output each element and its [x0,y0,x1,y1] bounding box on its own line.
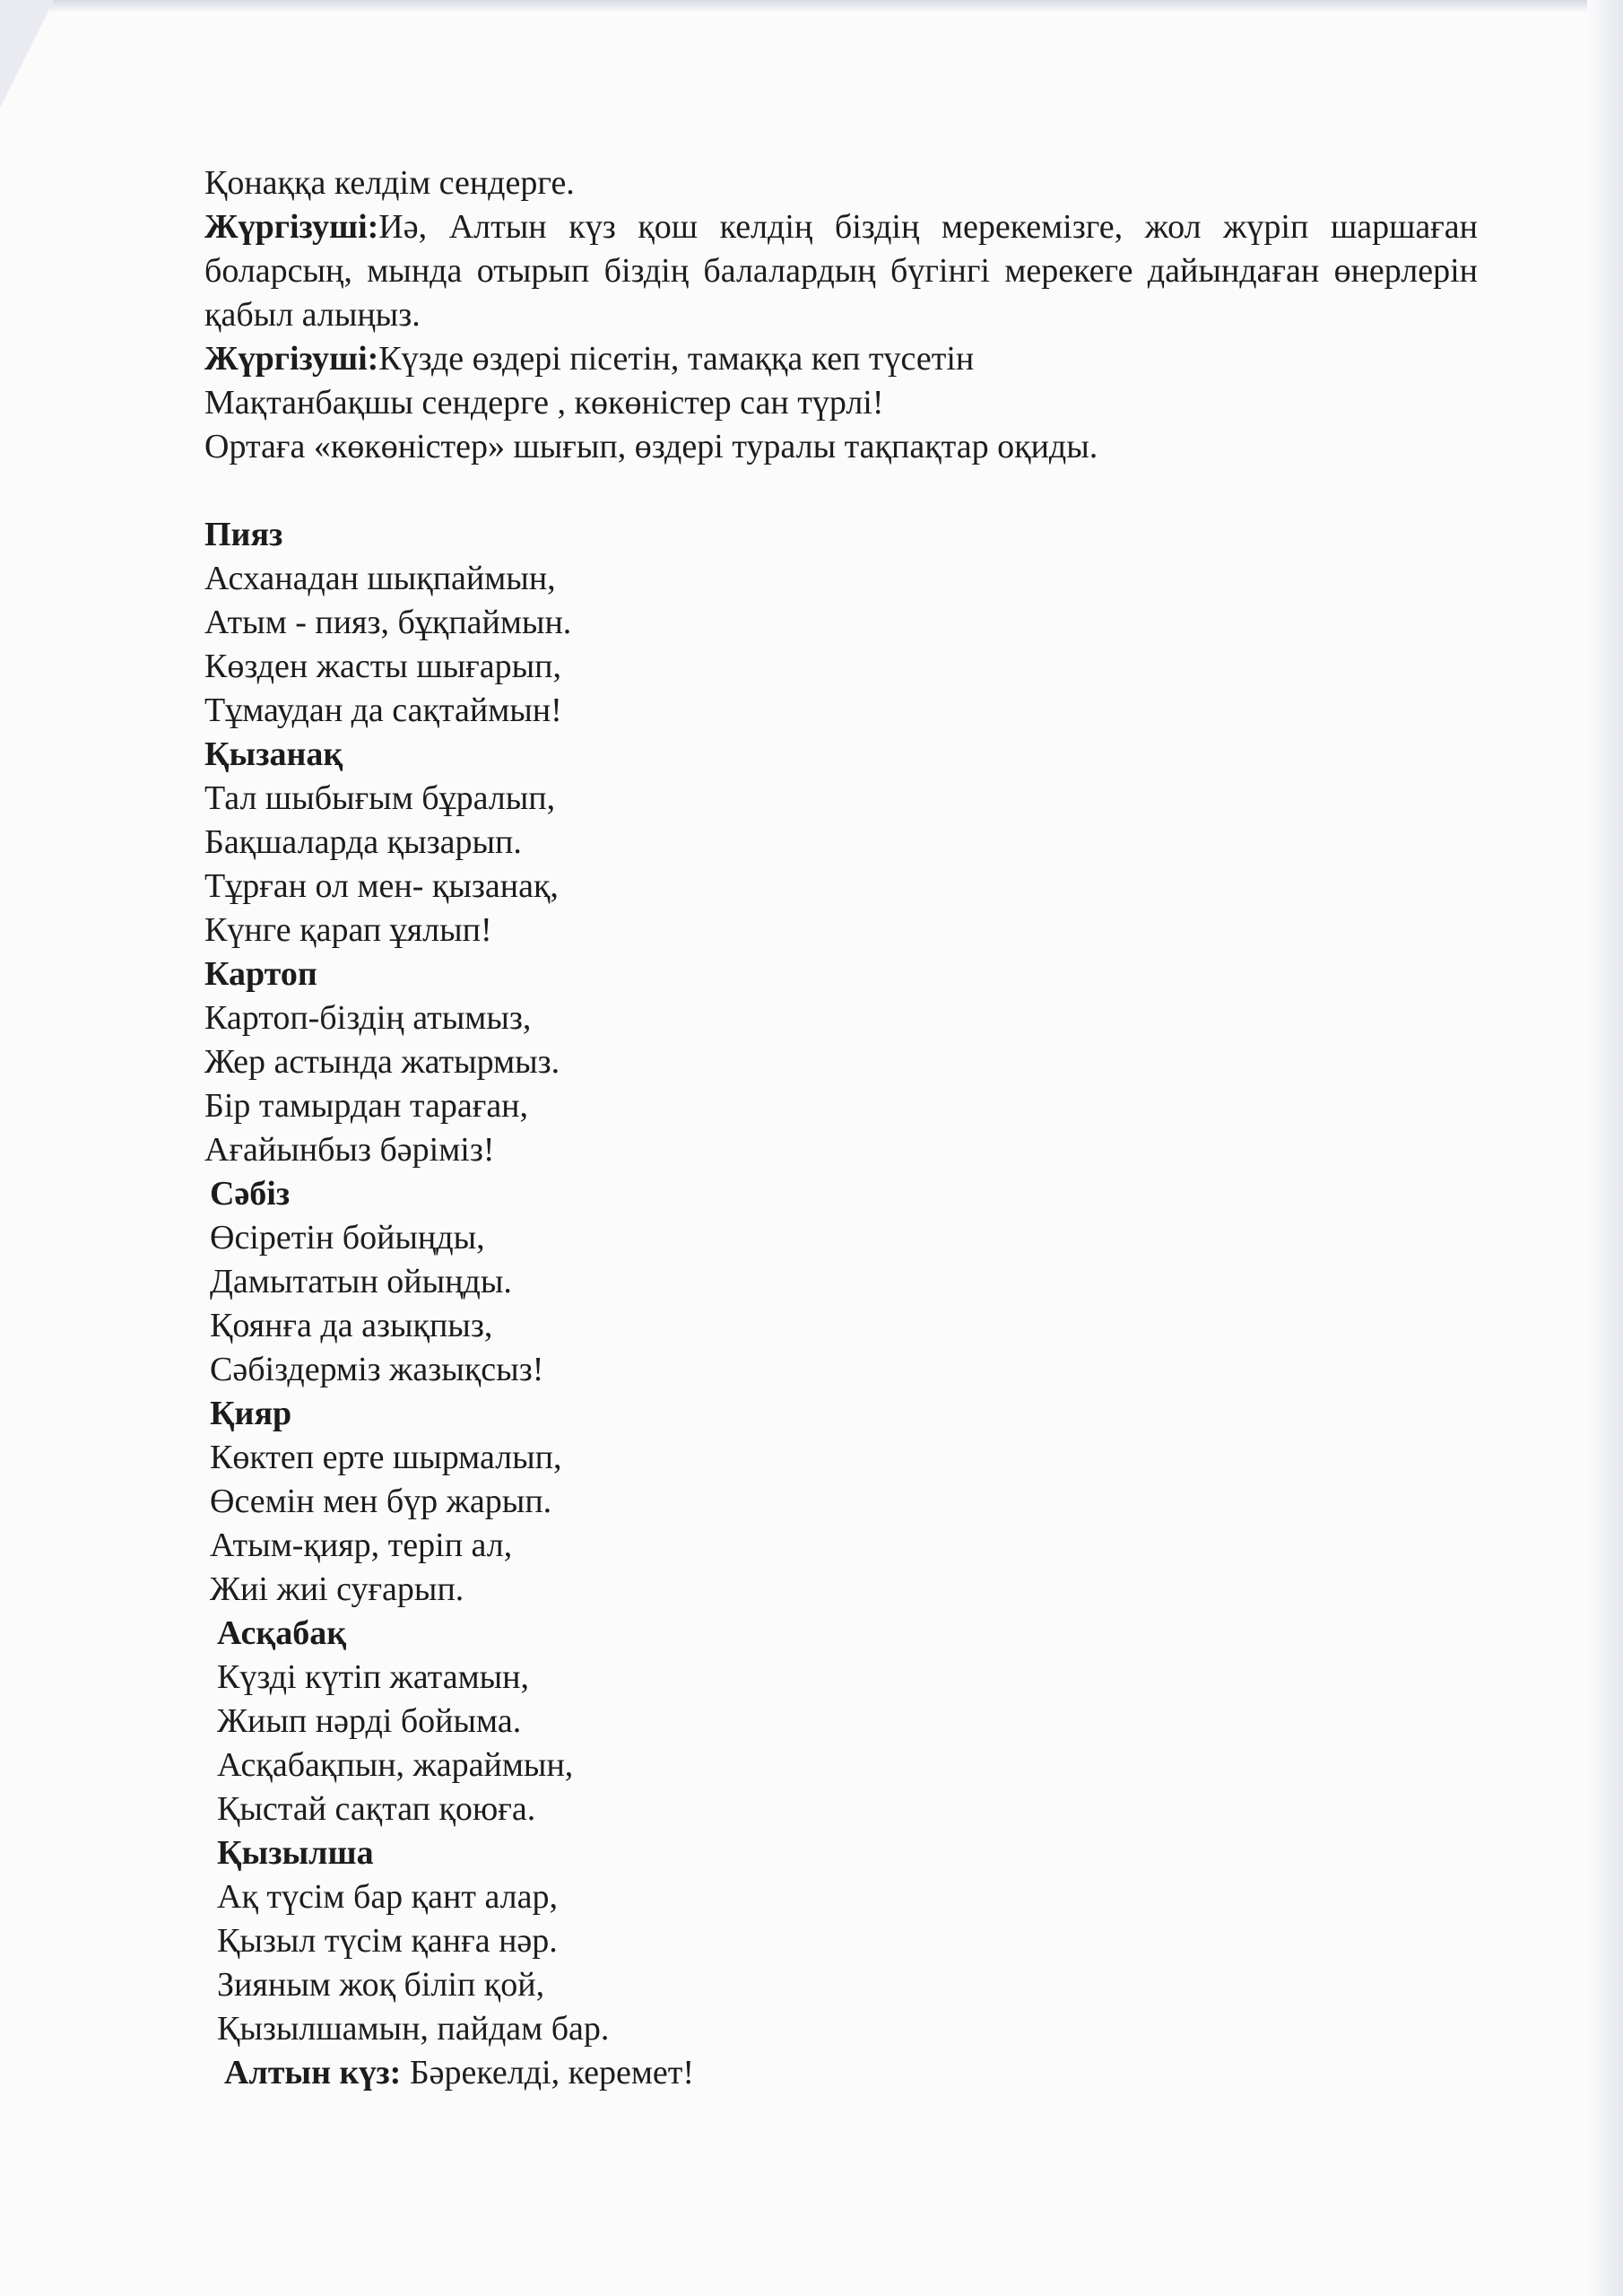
document-text [204,161,1478,2095]
verse-line: Зияным жоқ біліп қой, [217,1966,545,2004]
speaker-label: Жүргізуші: [204,208,379,246]
verse-line: Өсемін мен бүр жарып. [210,1483,552,1520]
verse-qyzylsha [204,1831,1478,2051]
verse-line: Күзді күтіп жатамын, [217,1658,530,1696]
verse-line: Күнге қарап ұялып! [204,911,492,949]
verse-line: Атым-қияр, теріп ал, [210,1526,513,1564]
verse-line: Жиі жиі суғарып. [210,1570,464,1608]
verse-line: Тұрған ол мен- қызанақ, [204,867,559,905]
verse-title: Пияз [204,516,283,553]
opening-line-2: Мақтанбақшы сендерге , көкөністер сан түрлі! [204,384,884,422]
verse-line: Асқабақпын, жараймын, [217,1746,574,1784]
closing-line [204,2051,1478,2095]
verse-line: Тұмаудан да сақтаймын! [204,691,562,729]
verse-title: Қияр [210,1395,292,1432]
speaker-label: Жүргізуші: [204,340,379,378]
host-text-1: Иә, Алтын күз қош келдің біздің мерекемізге, жол жүріп шаршаған боларсың, мында отырып біздің балалардың бүгінгі мерекеге дайындаған өнерлерін қабыл алыңыз. [204,208,1478,334]
verse-line: Бақшаларда қызарып. [204,823,522,861]
verse-line: Картоп-біздің атымыз, [204,999,532,1037]
verse-asqabaq [204,1612,1478,1831]
verse-line: Көктеп ерте шырмалып, [210,1439,562,1476]
host-paragraph-1 [204,205,1478,337]
verse-title: Асқабақ [217,1614,347,1652]
blank-line [204,469,1478,513]
verse-qijar [204,1392,1478,1612]
verse-title: Қызанақ [204,735,343,773]
speaker-label: Алтын күз: [224,2054,402,2092]
verse-line: Дамытатын ойыңды. [210,1263,512,1300]
verse-line: Ақ түсім бар қант алар, [217,1878,558,1916]
stage-direction: Ортаға «көкөністер» шығып, өздері туралы тақпақтар оқиды. [204,428,1098,465]
verse-line: Асханадан шықпаймын, [204,560,556,597]
verse-title: Қызылша [217,1834,374,1872]
verse-line: Тал шыбығым бұралып, [204,779,556,817]
verse-line: Қыстай сақтап қоюға. [217,1790,536,1828]
closing-text: Бәрекелді, керемет! [401,2054,695,2092]
host-text-2: Күзде өздері пісетін, тамаққа кеп түсетін [378,340,975,378]
verse-line: Қызыл түсім қанға нәр. [217,1922,558,1960]
verse-line: Қоянға да азықпыз, [210,1307,493,1344]
verse-title: Картоп [204,955,317,993]
verse-line: Өсіретін бойыңды, [210,1219,485,1257]
verse-line: Сәбіздерміз жазықсыз! [210,1351,544,1388]
scan-edge-right [1587,0,1623,2296]
verse-kartop [204,952,1478,1172]
verse-sabiz [204,1172,1478,1392]
page-corner-fold [0,0,54,108]
verse-title: Сәбіз [210,1175,291,1213]
verse-line: Жиып нәрді бойыма. [217,1702,522,1740]
verse-line: Бір тамырдан тараған, [204,1087,529,1125]
verse-line: Жер астында жатырмыз. [204,1043,560,1081]
scan-edge-top [0,0,1623,13]
verse-line: Атым - пияз, бұқпаймын. [204,604,572,641]
verse-pijaz [204,513,1478,733]
verse-line: Қызылшамын, пайдам бар. [217,2010,610,2048]
verse-line: Ағайынбыз бәріміз! [204,1131,495,1169]
verse-line: Көзден жасты шығарып, [204,648,561,685]
verse-qyzanaq [204,733,1478,952]
host-paragraph-2 [204,337,1478,381]
opening-line-1: Қонаққа келдім сендерге. [204,164,575,202]
